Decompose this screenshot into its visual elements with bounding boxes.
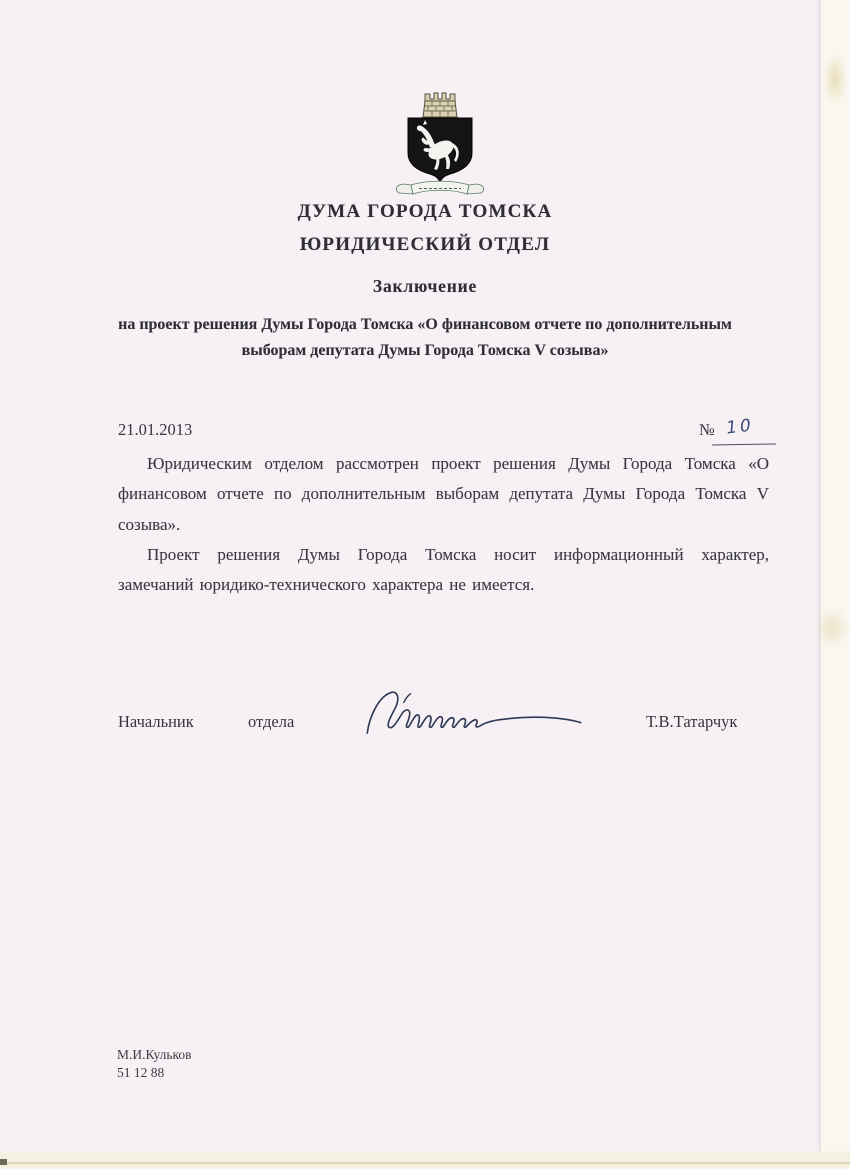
executor-name: М.И.Кульков [117, 1047, 192, 1062]
document-body [118, 449, 769, 600]
department-name: ЮРИДИЧЕСКИЙ ОТДЕЛ [299, 234, 551, 255]
executor-info [117, 1046, 192, 1082]
scan-smudge [823, 52, 847, 106]
handwritten-number: 10 [725, 415, 755, 439]
scanner-corner-mark [0, 1159, 7, 1165]
scanner-bottom-strip [0, 1151, 850, 1169]
signatory-position: Начальник [118, 712, 194, 731]
motto-ribbon-icon [396, 181, 484, 194]
paragraph: Проект решения Думы Города Томска носит информационный характер, замечаний юридико-технического характера не имеется. [118, 544, 769, 595]
document-subject: на проект решения Думы Города Томска «О финансовом отчете по дополнительным выборам депутата Думы Города Томска V созыва» [118, 316, 732, 359]
scanner-right-strip [821, 0, 850, 1169]
number-sign: № [699, 420, 715, 439]
scanner-bottom-line [0, 1162, 850, 1164]
tomsk-coat-of-arms-icon [390, 91, 490, 198]
executor-phone: 51 12 88 [117, 1065, 165, 1080]
document-title: Заключение [372, 276, 478, 296]
document-date: 21.01.2013 [118, 420, 193, 439]
signatory-position-2: отдела [248, 712, 295, 731]
paragraph: Юридическим отделом рассмотрен проект решения Думы Города Томска «О финансовом отчете по дополнительным выборам депутата Думы Города Томска V созыва». [118, 454, 769, 534]
scan-smudge [814, 606, 850, 650]
signatory-name: Т.В.Татарчук [646, 712, 738, 731]
signature-handwriting-icon [356, 688, 592, 738]
organization-name: ДУМА ГОРОДА ТОМСКА [297, 201, 553, 222]
mural-crown-icon [423, 93, 457, 117]
